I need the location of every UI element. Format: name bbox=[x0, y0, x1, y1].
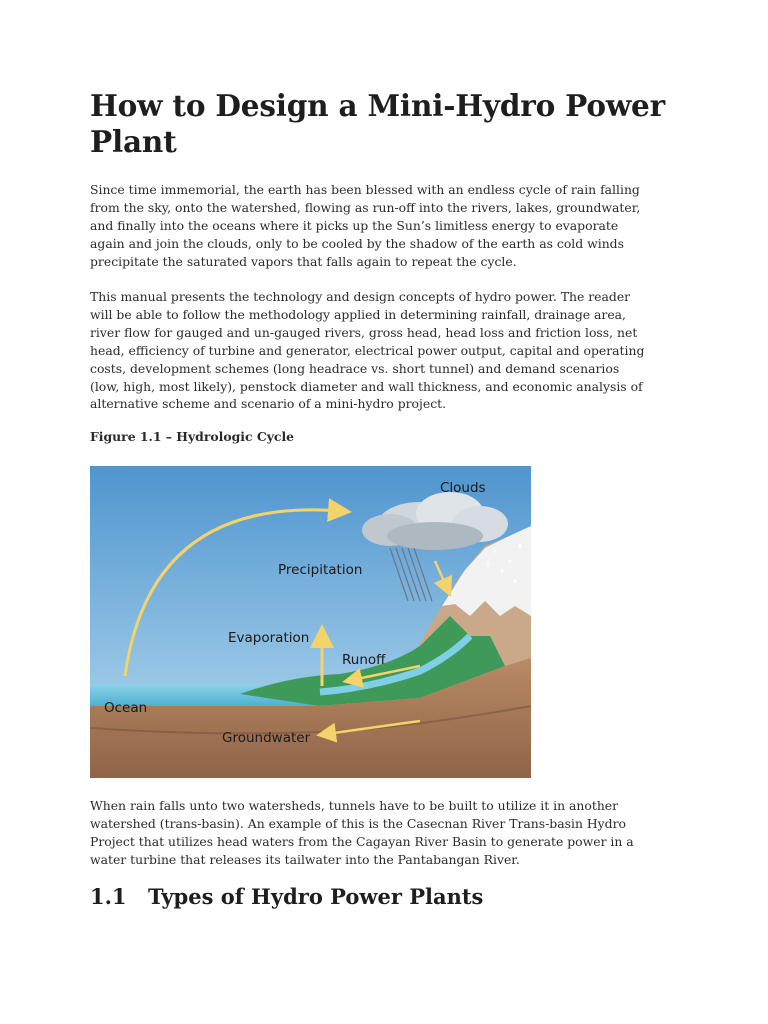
text-line: alternative scheme and scenario of a mini-hydro project. bbox=[90, 396, 447, 412]
section-number: 1.1 bbox=[90, 884, 127, 909]
text-line: again and join the clouds, only to be cooled by the shadow of the earth as cold winds bbox=[90, 235, 624, 251]
text-line: water turbine that releases its tailwater into the Pantabangan River. bbox=[90, 851, 520, 867]
page-title: How to Design a Mini-Hydro Power Plant bbox=[90, 88, 665, 159]
text-line: river flow for gauged and un-gauged rivers, gross head, head loss and friction loss, net bbox=[90, 324, 638, 340]
groundwater-label: Groundwater bbox=[222, 730, 311, 746]
ocean-label: Ocean bbox=[104, 700, 148, 716]
runoff-label: Runoff bbox=[342, 652, 386, 668]
text-line: This manual presents the technology and design concepts of hydro power. The reader bbox=[90, 289, 631, 304]
text-line: watershed (trans-basin). An example of this is the Casecnan River Trans-basin Hydro bbox=[90, 815, 626, 831]
text-line: head, efficiency of turbine and generator, electrical power output, capital and operating bbox=[90, 342, 645, 358]
section-heading bbox=[90, 884, 483, 909]
text-line: from the sky, onto the watershed, flowing as run-off into the rivers, lakes, groundwater, bbox=[90, 199, 641, 215]
trans-basin-paragraph bbox=[90, 797, 680, 869]
manual-overview-paragraph bbox=[90, 288, 680, 413]
text-line: Since time immemorial, the earth has been blessed with an endless cycle of rain falling bbox=[90, 182, 640, 197]
evaporation-label: Evaporation bbox=[228, 630, 310, 646]
text-line: When rain falls unto two watersheds, tunnels have to be built to utilize it in another bbox=[90, 798, 619, 813]
hydrologic-cycle-illustration bbox=[90, 466, 531, 778]
intro-paragraph bbox=[90, 181, 680, 271]
text-line: (low, high, most likely), penstock diameter and wall thickness, and economic analysis of bbox=[90, 378, 643, 394]
text-line: and finally into the oceans where it picks up the Sun’s limitless energy to evaporate bbox=[90, 217, 619, 233]
text-line: Project that utilizes head waters from the Cagayan River Basin to generate power in a bbox=[90, 833, 634, 849]
precipitation-label: Precipitation bbox=[278, 562, 363, 578]
text-line: will be able to follow the methodology applied in determining rainfall, drainage area, bbox=[90, 306, 626, 322]
text-line: costs, development schemes (long headrace vs. short tunnel) and demand scenarios bbox=[90, 360, 620, 376]
text-line: precipitate the saturated vapors that falls again to repeat the cycle. bbox=[90, 253, 517, 269]
section-title: Types of Hydro Power Plants bbox=[148, 884, 484, 909]
figure-caption: Figure 1.1 – Hydrologic Cycle bbox=[90, 429, 295, 444]
clouds-label: Clouds bbox=[440, 480, 486, 496]
hydrologic-cycle-figure bbox=[90, 466, 531, 778]
